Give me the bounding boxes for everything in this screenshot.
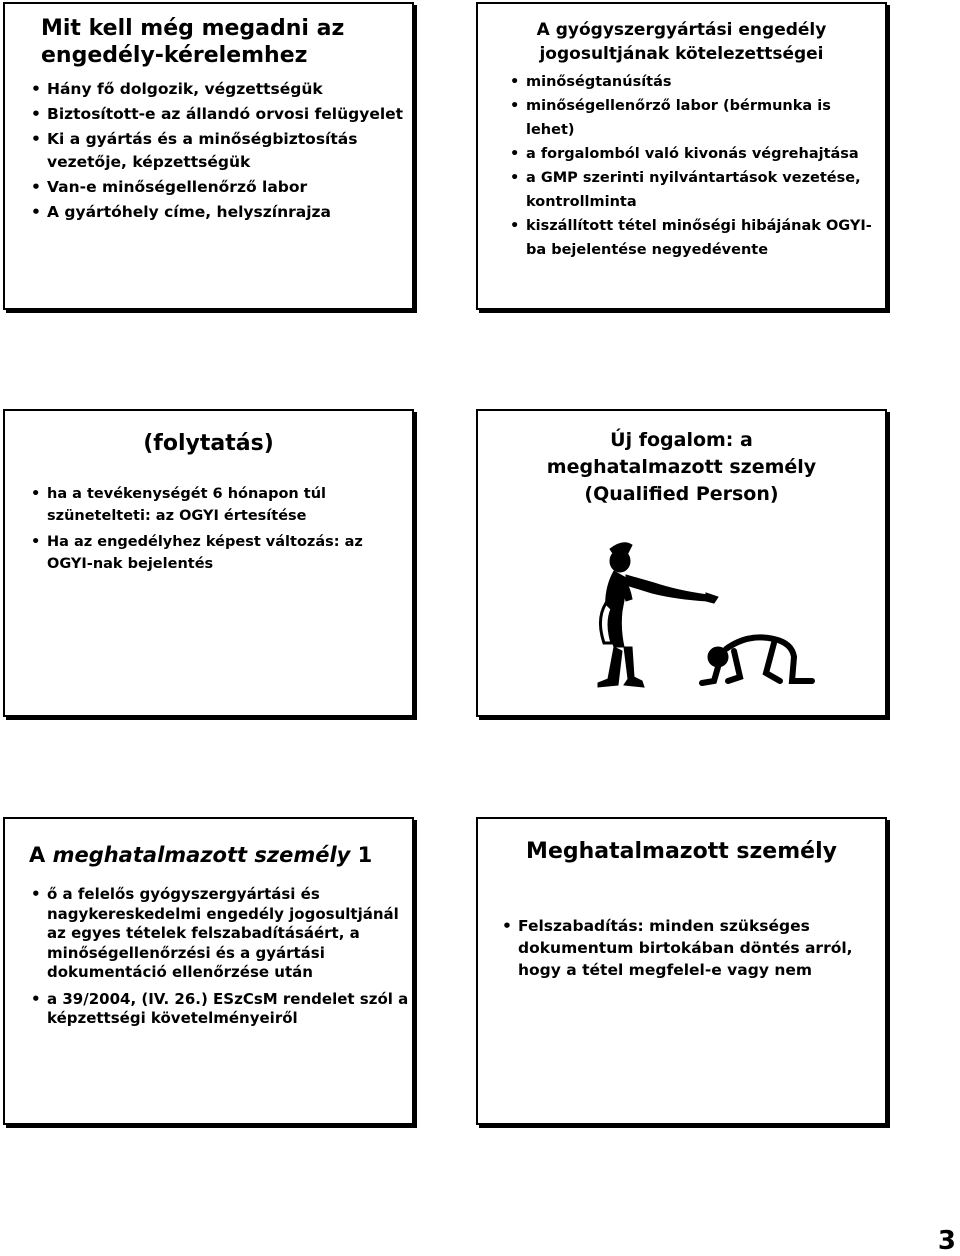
title-line: meghatalmazott személy (546, 456, 817, 478)
list-item: • Ki a gyártás és a minőségbiztosítás vezetője, képzettségük (29, 128, 409, 174)
list-item: • Van-e minőségellenőrző labor (29, 176, 409, 199)
bullet-list (29, 483, 409, 579)
slide-title: Meghatalmazott személy (526, 839, 837, 864)
title-suffix: 1 (350, 843, 373, 867)
list-item: • A gyártóhely címe, helyszínrajza (29, 201, 409, 224)
slide-title: (folytatás) (143, 431, 274, 456)
list-item: • a 39/2004, (IV. 26.) ESzCsM rendelet szól a képzettségi követelményeiről (29, 990, 409, 1029)
list-item: • Ha az engedélyhez képest változás: az OGYI-nak bejelentés (29, 531, 409, 575)
list-item: • a forgalomból való kivonás végrehajtása (508, 142, 878, 166)
list-item: • minőségtanúsítás (508, 70, 878, 94)
slide-meghatalmazott-szemely-1 (3, 817, 414, 1125)
slide-title (29, 843, 372, 869)
bullet-list (29, 885, 409, 1036)
slide-title: A gyógyszergyártási engedély jogosultjának kötelezettségei (536, 20, 827, 64)
bullet-list (29, 78, 409, 226)
pointing-figure-illustration (568, 539, 818, 689)
title-italic: meghatalmazott személy (52, 843, 351, 867)
standing-figure (598, 543, 718, 687)
list-item: • Biztosított-e az állandó orvosi felügyelet (29, 103, 409, 126)
bullet-list (508, 70, 878, 262)
slide-meghatalmazott-szemely (476, 817, 887, 1125)
list-item: • ő a felelős gyógyszergyártási és nagykereskedelmi engedély jogosultjánál az egyes tételek felszabadításáért, a minőségellenőrzési és a gyártási dokumentáció ellenőrzése után (29, 885, 409, 983)
slide-uj-fogalom (476, 409, 887, 717)
list-item: • kiszállított tétel minőségi hibájának OGYI-ba bejelentése negyedévente (508, 214, 878, 262)
slide-engedely-kerelem (3, 2, 414, 310)
list-item: • minőségellenőrző labor (bérmunka is lehet) (508, 94, 878, 142)
slide-folytatas (3, 409, 414, 717)
page-number: 3 (937, 1226, 956, 1256)
kneeling-figure (702, 637, 812, 683)
slide-title: Mit kell még megadni az engedély-kérelemhez (41, 16, 345, 68)
list-item: • ha a tevékenységét 6 hónapon túl szünetelteti: az OGYI értesítése (29, 483, 409, 527)
title-prefix: A (29, 843, 53, 867)
bullet-list (500, 915, 870, 981)
list-item: • a GMP szerinti nyilvántartások vezetése, kontrollminta (508, 166, 878, 214)
title-line: Új fogalom: a (610, 429, 753, 451)
title-line: (Qualified Person) (584, 483, 779, 505)
slide-title (478, 427, 885, 508)
list-item: • Felszabadítás: minden szükséges dokumentum birtokában döntés arról, hogy a tétel megfelel-e vagy nem (500, 915, 870, 981)
slide-kotelezettsegek (476, 2, 887, 310)
list-item: • Hány fő dolgozik, végzettségük (29, 78, 409, 101)
